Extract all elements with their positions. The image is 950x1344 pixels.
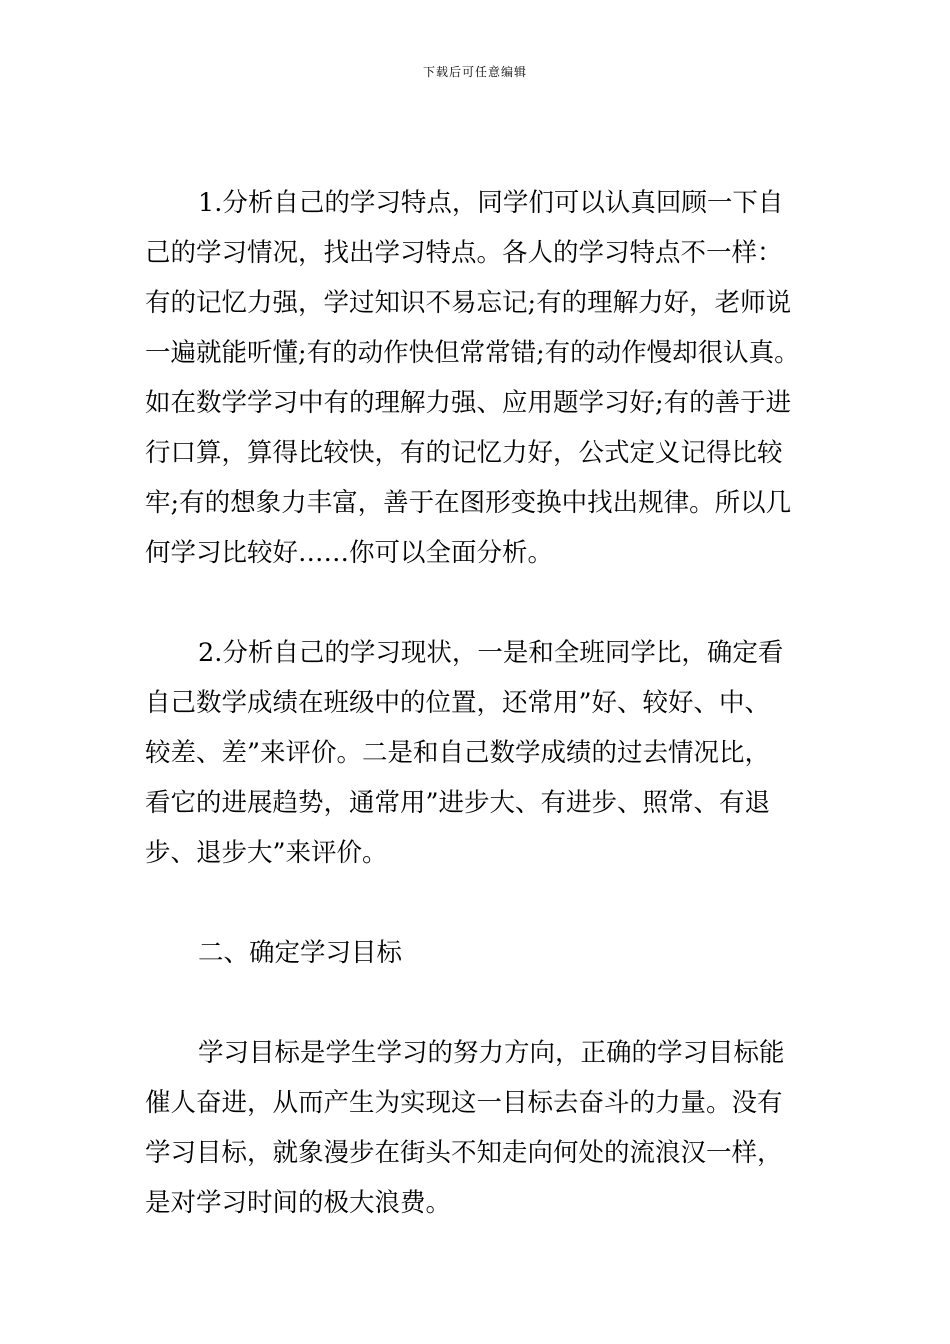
text-line: 是对学习时间的极大浪费。 bbox=[145, 1188, 452, 1218]
section-heading-text: 二、确定学习目标 bbox=[198, 938, 403, 968]
text-line: 看它的进展趋势，通常用”进步大、有进步、照常、有退 bbox=[145, 788, 771, 818]
text-line: 2.分析自己的学习现状，一是和全班同学比，确定看 bbox=[198, 638, 784, 668]
paragraph-learning-goals bbox=[145, 1028, 825, 1228]
paragraph-learning-traits bbox=[145, 178, 825, 578]
paragraph-gap bbox=[145, 878, 825, 928]
text-line: 行口算，算得比较快，有的记忆力好，公式定义记得比较 bbox=[145, 438, 783, 468]
text-line: 自己数学成绩在班级中的位置，还常用”好、较好、中、 bbox=[145, 688, 771, 718]
text-line: 有的记忆力强，学过知识不易忘记;有的理解力好，老师说 bbox=[145, 288, 792, 318]
text-line: 较差、差”来评价。二是和自己数学成绩的过去情况比， bbox=[145, 738, 771, 768]
text-line: 如在数学学习中有的理解力强、应用题学习好;有的善于进 bbox=[145, 388, 792, 418]
text-line: 1.分析自己的学习特点，同学们可以认真回顾一下自 bbox=[198, 188, 784, 218]
text-line: 步、退步大”来评价。 bbox=[145, 838, 388, 868]
text-line: 一遍就能听懂;有的动作快但常常错;有的动作慢却很认真。 bbox=[145, 338, 800, 368]
paragraph-gap bbox=[145, 578, 825, 628]
paragraph-gap bbox=[145, 978, 825, 1028]
section-heading bbox=[145, 928, 825, 978]
text-line: 学习目标，就象漫步在街头不知走向何处的流浪汉一样， bbox=[145, 1138, 783, 1168]
text-line: 何学习比较好……你可以全面分析。 bbox=[145, 538, 554, 568]
text-line: 己的学习情况，找出学习特点。各人的学习特点不一样： bbox=[145, 238, 783, 268]
text-line: 牢;有的想象力丰富，善于在图形变换中找出规律。所以几 bbox=[145, 488, 792, 518]
text-line: 催人奋进，从而产生为实现这一目标去奋斗的力量。没有 bbox=[145, 1088, 783, 1118]
text-line: 学习目标是学生学习的努力方向，正确的学习目标能 bbox=[198, 1038, 785, 1068]
paragraph-learning-status bbox=[145, 628, 825, 878]
document-body bbox=[145, 178, 825, 1228]
page-header: 下载后可任意编辑 bbox=[422, 65, 527, 79]
